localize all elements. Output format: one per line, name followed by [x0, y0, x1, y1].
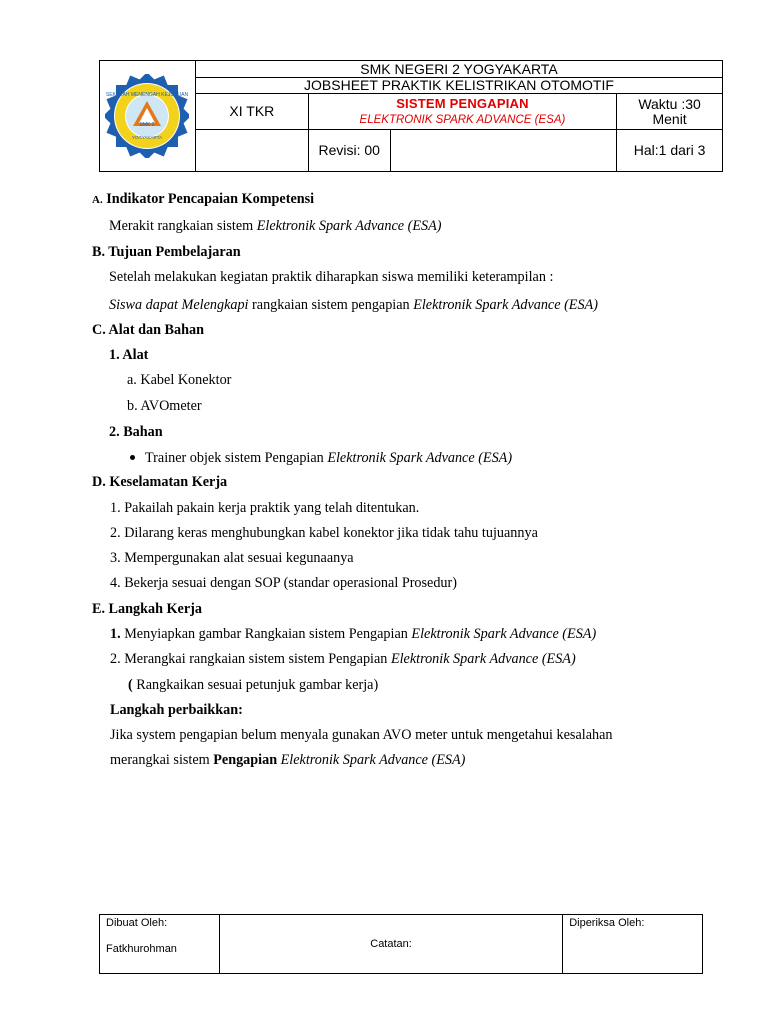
step-1 — [110, 626, 596, 643]
repair-title: Langkah perbaikkan: — [110, 702, 243, 718]
section-a-text-plain: Merakit rangkaian sistem — [109, 218, 257, 234]
step-note-text: Rangkaikan sesuai petunjuk gambar kerja) — [136, 677, 379, 693]
checked-by-cell — [563, 915, 703, 974]
revision-cell: Revisi: 00 — [308, 130, 390, 172]
school-logo — [100, 61, 196, 172]
safety-item-3: 3. Mempergunakan alat sesuai kegunaanya — [110, 550, 354, 566]
empty-cell-1 — [195, 130, 308, 172]
checked-by-label: Diperiksa Oleh: — [569, 917, 645, 929]
section-a-text-italic: Elektronik Spark Advance (ESA) — [256, 218, 442, 234]
class-label: XI TKR — [195, 94, 308, 130]
jobsheet-title: JOBSHEET PRAKTIK KELISTRIKAN OTOMOTIF — [195, 78, 722, 94]
section-b-title: B. Tujuan Pembelajaran — [92, 244, 241, 260]
author-name: Fatkhurohman — [106, 943, 177, 955]
section-b-goal-italic2: Elektronik Spark Advance (ESA) — [413, 297, 598, 313]
time-line-2: Menit — [652, 110, 687, 127]
topic-subtitle: ELEKTRONIK SPARK ADVANCE (ESA) — [359, 113, 566, 126]
bahan-item-plain: Trainer objek sistem Pengapian — [145, 450, 328, 466]
empty-cell-2 — [390, 130, 616, 172]
section-a-text — [109, 218, 442, 235]
made-by-cell — [100, 915, 220, 974]
footer-table — [99, 914, 703, 974]
alat-item-1: a. Kabel Konektor — [127, 372, 232, 388]
bahan-item — [130, 450, 512, 467]
logo-ring-text: SEKOLAH MENENGAH KEJURUAN — [106, 92, 189, 98]
notes-cell — [219, 915, 562, 974]
logo-bottom-text: YOGYAKARTA — [132, 135, 163, 140]
section-a-letter: A. — [92, 194, 103, 206]
section-b-goal-italic1: Siswa dapat Melengkapi — [109, 297, 249, 313]
step-2 — [110, 651, 576, 668]
school-logo-icon — [105, 74, 189, 158]
school-name: SMK NEGERI 2 YOGYAKARTA — [195, 61, 722, 78]
header-table — [99, 60, 723, 172]
repair-line-2 — [110, 752, 465, 769]
safety-item-2: 2. Dilarang keras menghubungkan kabel konektor jika tidak tahu tujuannya — [110, 525, 538, 541]
step-note-paren: ( — [128, 677, 137, 693]
alat-title: 1. Alat — [109, 347, 149, 363]
alat-item-2: b. AVOmeter — [127, 398, 202, 414]
repair-line-2-bold: Pengapian — [213, 752, 278, 768]
step-1-plain: Menyiapkan gambar Rangkaian sistem Pengapian — [120, 626, 412, 642]
section-e-title: E. Langkah Kerja — [92, 601, 202, 617]
topic-title: SISTEM PENGAPIAN — [396, 96, 529, 112]
time-line-1: Waktu :30 — [638, 95, 701, 112]
section-b-goal — [109, 297, 598, 314]
bahan-title: 2. Bahan — [109, 424, 163, 440]
safety-item-1: 1. Pakailah pakain kerja praktik yang telah ditentukan. — [110, 500, 420, 516]
section-a-heading — [92, 191, 314, 209]
step-2-italic: Elektronik Spark Advance (ESA) — [390, 651, 576, 667]
repair-line-1: Jika system pengapian belum menyala gunakan AVO meter untuk mengetahui kesalahan — [110, 727, 613, 743]
bahan-item-italic: Elektronik Spark Advance (ESA) — [327, 450, 513, 466]
time-cell — [617, 94, 723, 130]
repair-line-2-plain: merangkai sistem — [110, 752, 214, 768]
notes-label: Catatan: — [370, 938, 412, 950]
section-c-title: C. Alat dan Bahan — [92, 322, 204, 338]
step-1-italic: Elektronik Spark Advance (ESA) — [411, 626, 597, 642]
section-b-goal-plain: rangkaian sistem pengapian — [248, 297, 414, 313]
safety-item-4: 4. Bekerja sesuai dengan SOP (standar operasional Prosedur) — [110, 575, 457, 591]
section-d-title: D. Keselamatan Kerja — [92, 474, 228, 490]
bullet-icon — [130, 455, 135, 460]
repair-line-2-italic: Elektronik Spark Advance (ESA) — [280, 752, 466, 768]
step-note — [128, 677, 378, 694]
step-2-plain: 2. Merangkai rangkaian sistem sistem Pengapian — [110, 651, 391, 667]
made-by-label: Dibuat Oleh: — [106, 917, 168, 929]
section-a-title: Indikator Pencapaian Kompetensi — [106, 191, 315, 207]
logo-center-text: SMK 2 — [139, 122, 155, 128]
step-1-number: 1. — [110, 626, 121, 642]
topic-cell — [308, 94, 616, 130]
section-b-intro: Setelah melakukan kegiatan praktik diharapkan siswa memiliki keterampilan : — [109, 269, 554, 285]
page-cell: Hal:1 dari 3 — [617, 130, 723, 172]
